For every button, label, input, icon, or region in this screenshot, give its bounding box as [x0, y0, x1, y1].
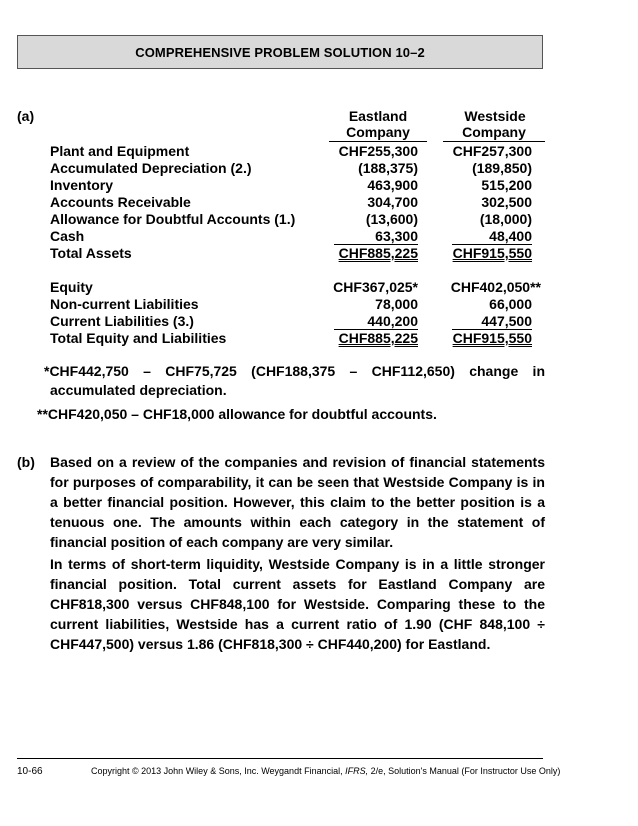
copyright-italic: IFRS, [345, 766, 369, 776]
westside-current-liab: 447,500 [452, 313, 532, 330]
row-label-inventory: Inventory [50, 177, 114, 193]
westside-inventory: 515,200 [481, 177, 532, 193]
section-header [17, 35, 543, 69]
eastland-accum-dep: (188,375) [358, 160, 418, 176]
westside-noncurrent: 66,000 [489, 296, 532, 312]
part-b-paragraph-1: Based on a review of the companies and revision of financial statements for purposes of comparability, it can be seen that Westside Company is in a better financial position. However, this claim to the better position is a tenuous one. The amounts within each category in the statement of financial position of each company are very similar. [50, 454, 545, 550]
copyright-post: 2/e, Solution's Manual (For Instructor Use Only) [368, 766, 561, 776]
row-label-noncurrent: Non-current Liabilities [50, 296, 199, 312]
footer-divider [17, 758, 543, 759]
eastland-inventory: 463,900 [367, 177, 418, 193]
westside-receivables: 302,500 [481, 194, 532, 210]
eastland-plant: CHF255,300 [338, 143, 418, 159]
page-number: 10-66 [17, 766, 43, 777]
section-title: COMPREHENSIVE PROBLEM SOLUTION 10–2 [135, 44, 425, 60]
row-label-total-eq-liab: Total Equity and Liabilities [50, 330, 227, 346]
row-label-accum-dep: Accumulated Depreciation (2.) [50, 160, 252, 176]
westside-total-assets-cell [433, 245, 532, 261]
row-label-plant: Plant and Equipment [50, 143, 190, 159]
eastland-noncurrent: 78,000 [375, 296, 418, 312]
westside-total-eq-liab: CHF915,550 [452, 330, 532, 346]
row-label-receivables: Accounts Receivable [50, 194, 191, 210]
part-b-label: (b) [17, 454, 35, 470]
row-label-equity: Equity [50, 279, 93, 295]
westside-allowance: (18,000) [479, 211, 532, 227]
col1-head-line2: Company [329, 124, 427, 142]
row-label-cash: Cash [50, 228, 85, 244]
westside-total-assets: CHF915,550 [452, 245, 532, 261]
row-label-allowance: Allowance for Doubtful Accounts (1.) [50, 211, 296, 227]
eastland-total-eq-liab-cell [318, 330, 418, 346]
eastland-cash: 63,300 [334, 228, 418, 245]
note-1-line2: accumulated depreciation. [50, 382, 227, 398]
eastland-current-liab: 440,200 [334, 313, 418, 330]
westside-cash: 48,400 [452, 228, 532, 245]
westside-equity: CHF402,050** [450, 279, 541, 295]
part-b-paragraph-2: In terms of short-term liquidity, Westside Company is in a little stronger financial position. Total current assets for Eastland Company are CHF818,300 versus CHF848,100 for Westside. Comparing these to the current liabilities, Westside has a current ratio of 1.90 (CHF 848,100 ÷ CHF447,500) versus 1.86 (CHF818,300 ÷ CHF440,200) for Eastland. [50, 556, 545, 652]
eastland-total-assets-cell [318, 245, 418, 261]
part-a-label: (a) [17, 108, 35, 124]
copyright-pre: Copyright © 2013 John Wiley & Sons, Inc. Weygandt Financial, [91, 766, 346, 776]
eastland-total-assets: CHF885,225 [338, 245, 418, 261]
row-label-total-assets: Total Assets [50, 245, 132, 261]
westside-plant: CHF257,300 [452, 143, 532, 159]
westside-accum-dep: (189,850) [472, 160, 532, 176]
col2-head-line1: Westside [464, 108, 526, 124]
note-2: **CHF420,050 – CHF18,000 allowance for doubtful accounts. [37, 406, 437, 422]
eastland-allowance: (13,600) [365, 211, 418, 227]
eastland-receivables: 304,700 [367, 194, 418, 210]
col2-head-line2: Company [443, 124, 545, 142]
row-label-current-liab: Current Liabilities (3.) [50, 313, 194, 329]
col1-head-line1: Eastland [348, 108, 408, 124]
note-1-line1: *CHF442,750 – CHF75,725 (CHF188,375 – CHF112,650) change in [44, 363, 545, 379]
copyright-text [91, 766, 560, 776]
eastland-equity: CHF367,025* [333, 279, 418, 295]
westside-total-eq-liab-cell [433, 330, 532, 346]
eastland-total-eq-liab: CHF885,225 [338, 330, 418, 346]
